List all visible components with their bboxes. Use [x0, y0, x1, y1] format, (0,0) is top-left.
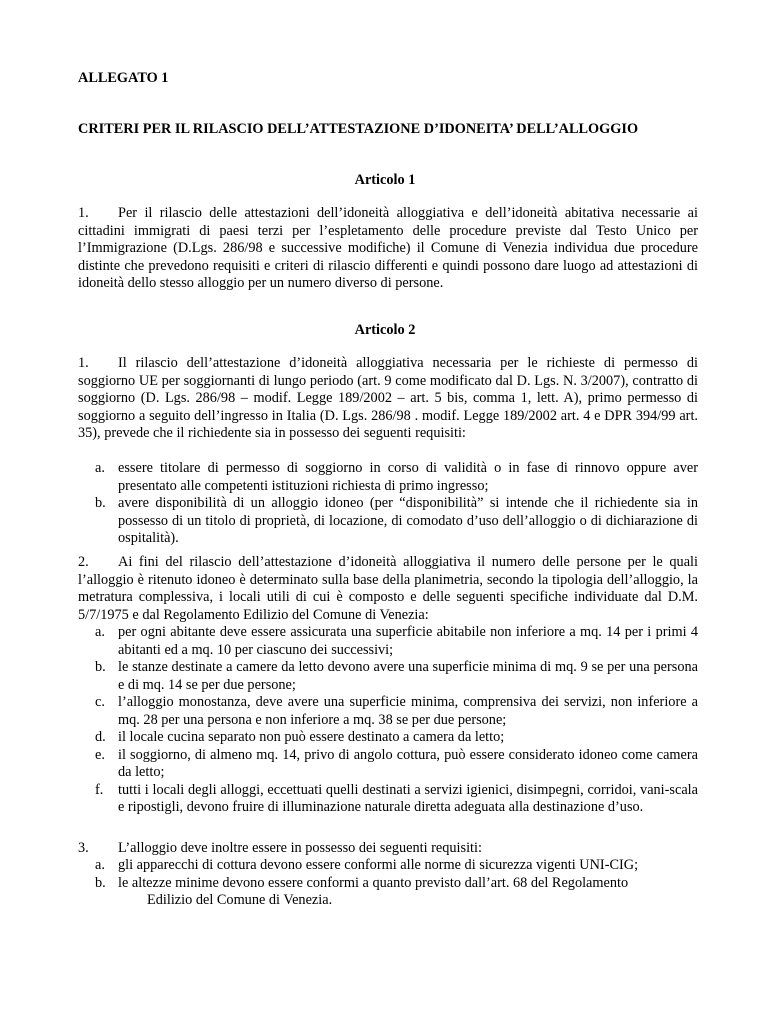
list-item: [78, 875, 698, 893]
list-item-text: gli apparecchi di cottura devono essere conformi alle norme di sicurezza vigenti UNI-CIG;: [118, 857, 639, 873]
requirements-list-3: [78, 857, 698, 892]
paragraph-text: L’alloggio deve inoltre essere in possesso dei seguenti requisiti:: [118, 840, 482, 856]
document-title: CRITERI PER IL RILASCIO DELL’ATTESTAZIONE D’IDONEITA’ DELL’ALLOGGIO: [78, 121, 639, 137]
list-item-label: b.: [95, 659, 106, 675]
list-item: [78, 747, 698, 782]
article-2-paragraph-2: [78, 554, 698, 624]
article-1-heading: Articolo 1: [354, 172, 416, 188]
list-item-text: essere titolare di permesso di soggiorno in corso di validità o in fase di rinnovo oppure aver presentato alle competenti istituzioni richiesta di primo ingresso;: [118, 460, 698, 494]
list-item-text: tutti i locali degli alloggi, eccettuati quelli destinati a servizi igienici, disimpegni, corridoi, vani-scala e ripostigli, devono fruire di illuminazione naturale diretta adeguata alla destinazione d’uso.: [118, 781, 698, 815]
list-item-continuation: Edilizio del Comune di Venezia.: [147, 892, 333, 908]
paragraph-number: 1.: [78, 355, 89, 371]
requirements-list-1: [78, 460, 698, 548]
list-item: [78, 495, 698, 548]
list-item: [78, 857, 698, 875]
list-item-label: c.: [95, 694, 105, 710]
article-2-heading: Articolo 2: [354, 322, 416, 338]
list-item-text: il locale cucina separato non può essere destinato a camera da letto;: [118, 729, 505, 745]
list-item-label: e.: [95, 746, 105, 763]
paragraph-number: 2.: [78, 554, 89, 570]
list-item-label: a.: [95, 460, 105, 476]
list-item-label: b.: [95, 874, 106, 891]
paragraph-text: Il rilascio dell’attestazione d’idoneità alloggiativa necessaria per le richieste di permesso di soggiorno UE per soggiornanti di lungo periodo (art. 9 come modificato dal D. Lgs. N. 3/2007), contratto di soggiorno (D. Lgs. 286/98 – modif. Legge 189/2002 – art. 5 bis, comma 1, lett. A), primo permesso di soggiorno a seguito dell’ingresso in Italia (D. Lgs. 286/98 . modif. Legge 189/2002 art. 4 e DPR 394/99 art. 35), prevede che il richiedente sia in possesso dei seguenti requisiti:: [78, 355, 698, 441]
list-item: [78, 694, 698, 729]
article-1-paragraph-1: [78, 205, 698, 293]
list-item: [78, 624, 698, 659]
paragraph-text: Ai fini del rilascio dell’attestazione d’idoneità alloggiativa il numero delle persone per le quali l’alloggio è ritenuto idoneo è determinato sulla base della planimetria, secondo la tipologia dell’alloggio, la metratura complessiva, i locali utili di cui è composto e delle seguenti specifiche individuate dal D.M. 5/7/1975 e dal Regolamento Edilizio del Comune di Venezia:: [78, 554, 698, 623]
allegato-label: ALLEGATO 1: [78, 70, 169, 86]
list-item: [78, 659, 698, 694]
list-item-label: a.: [95, 624, 105, 640]
list-item-text: il soggiorno, di almeno mq. 14, privo di angolo cottura, può essere considerato idoneo come camera da letto;: [118, 746, 698, 780]
list-item: [78, 460, 698, 495]
paragraph-number: 3.: [78, 840, 89, 856]
list-item-text: avere disponibilità di un alloggio idoneo (per “disponibilità” si intende che il richiedente sia in possesso di un titolo di proprietà, di locazione, di comodato d’uso dell’alloggio o di dichiarazione di ospitalità).: [118, 495, 698, 546]
article-2-paragraph-3: [78, 840, 698, 858]
list-item-text: le altezze minime devono essere conformi a quanto previsto dall’art. 68 del Regolamento: [118, 874, 629, 891]
list-item-label: f.: [95, 781, 104, 798]
list-item-text: l’alloggio monostanza, deve avere una superficie minima, comprensiva dei servizi, non inferiore a mq. 28 per una persona e non inferiore a mq. 38 se per due persone;: [118, 694, 698, 728]
list-item: [78, 782, 698, 817]
paragraph-text: Per il rilascio delle attestazioni dell’idoneità alloggiativa e dell’idoneità abitativa necessarie ai cittadini immigrati di paesi terzi per l’espletamento delle procedure previste dal Testo Unico per l’Immigrazione (D.Lgs. 286/98 e successive modifiche) il Comune di Venezia individua due procedure distinte che prevedono requisiti e criteri di rilascio differenti e quindi possono dare luogo ad attestazioni di idoneità dello stesso alloggio per un numero diverso di persone.: [78, 205, 698, 291]
list-item-label: a.: [95, 857, 105, 873]
list-item-label: b.: [95, 495, 106, 511]
list-item-text: per ogni abitante deve essere assicurata una superficie abitabile non inferiore a mq. 14 per i primi 4 abitanti ed a mq. 10 per ciascuno dei successivi;: [118, 624, 698, 658]
list-item-label: d.: [95, 729, 106, 745]
article-2-paragraph-1: [78, 355, 698, 443]
list-item-text: le stanze destinate a camere da letto devono avere una superficie minima di mq. 9 se per una persona e di mq. 14 se per due persone;: [118, 659, 698, 693]
paragraph-number: 1.: [78, 205, 89, 221]
requirements-list-2: [78, 624, 698, 817]
list-item: [78, 729, 698, 747]
